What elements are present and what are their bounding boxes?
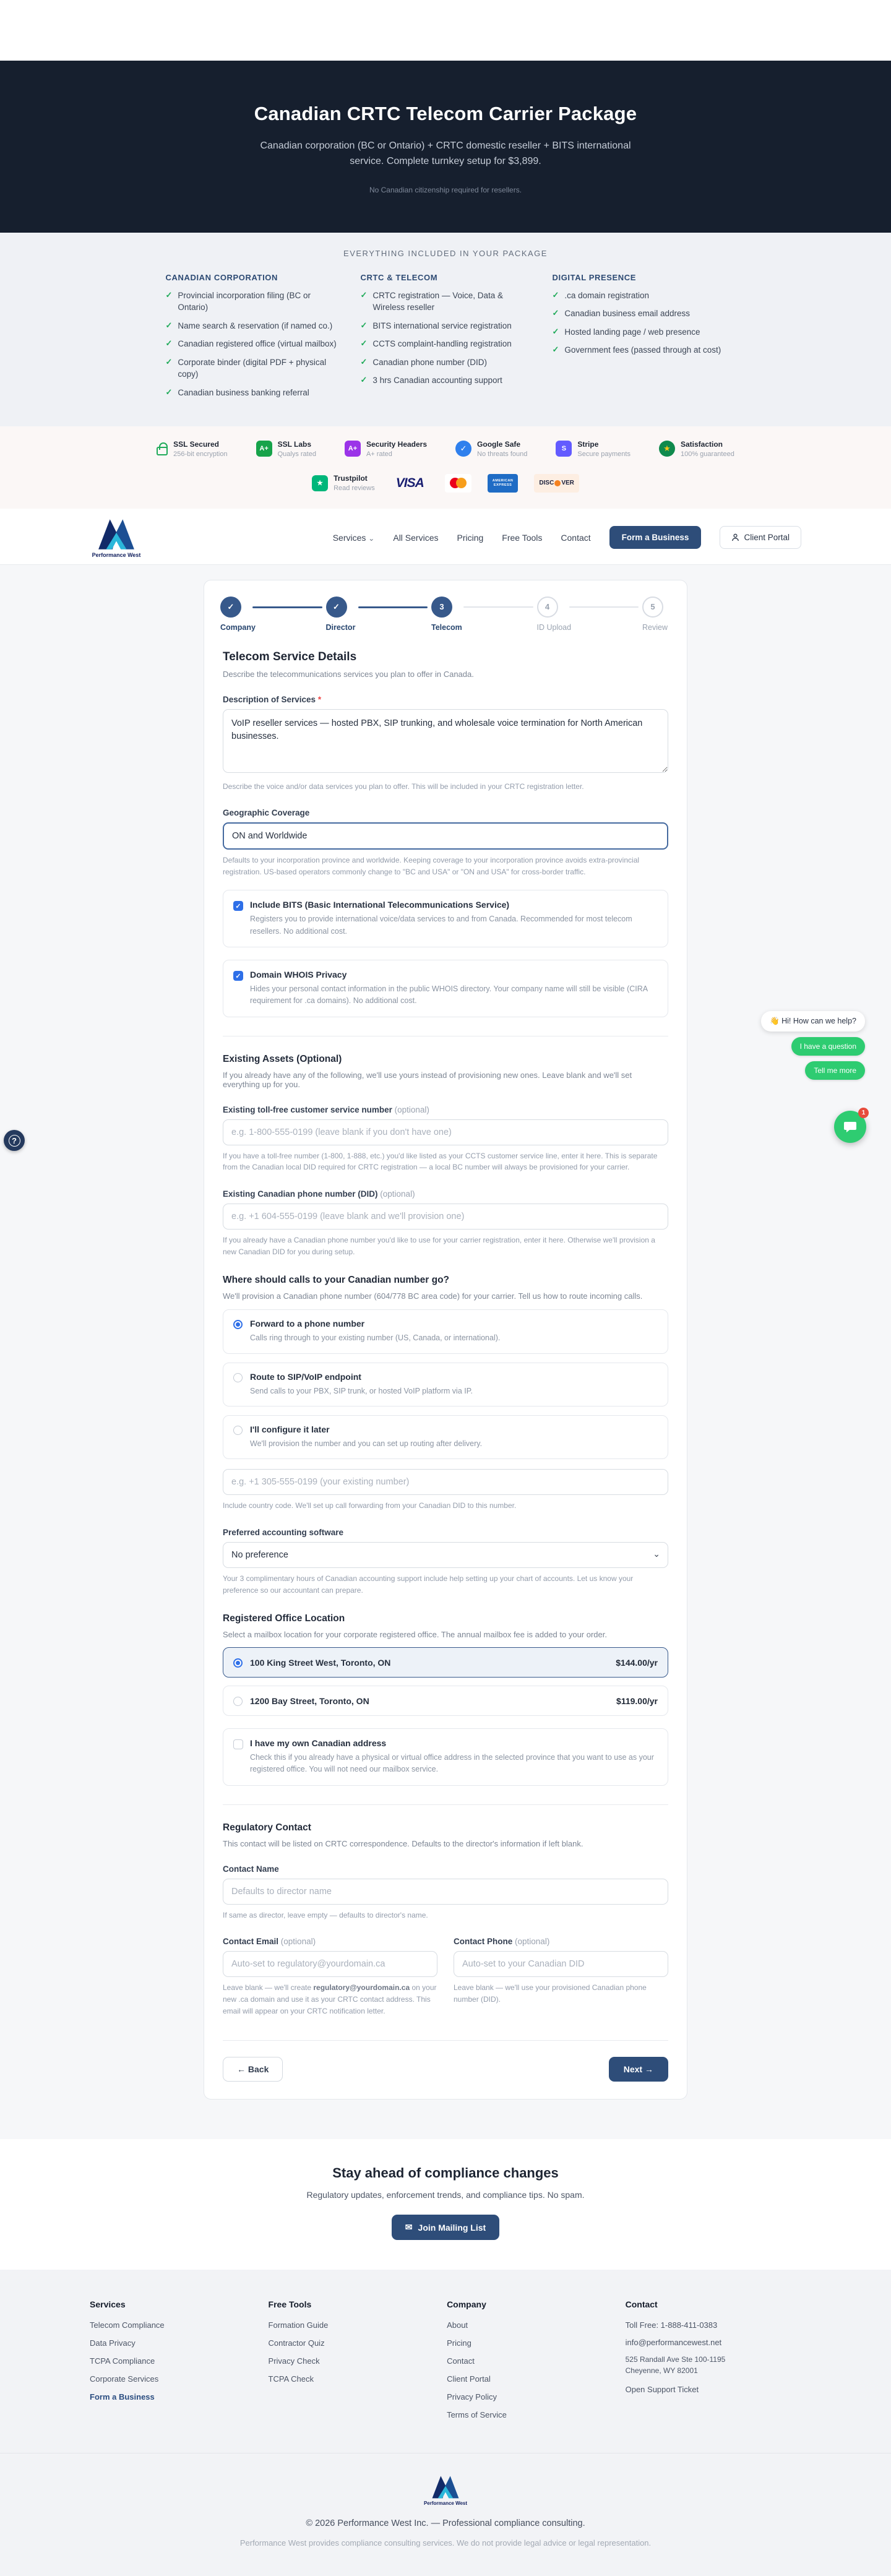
performance-west-logo-icon xyxy=(431,2475,460,2499)
section-divider xyxy=(223,2040,668,2041)
a-plus-icon: A+ xyxy=(345,441,361,457)
contact-name-label: Contact Name xyxy=(223,1864,279,1874)
help-button[interactable] xyxy=(4,1130,25,1151)
footer-column-services: Services Telecom Compliance Data Privacy TCPA Compliance Corporate Services Form a Business xyxy=(90,2299,250,2428)
badge-google-safe: ✓ Google Safe No threats found xyxy=(455,440,527,458)
footer xyxy=(0,2270,891,2576)
trust-section xyxy=(0,426,891,509)
radio-icon[interactable] xyxy=(233,1373,243,1382)
check-icon: ✓ xyxy=(165,387,173,397)
form-a-business-button[interactable]: Form a Business xyxy=(609,526,702,549)
routing-heading: Where should calls to your Canadian number go? xyxy=(223,1275,450,1286)
badge-satisfaction: ★ Satisfaction 100% guaranteed xyxy=(659,440,734,458)
included-item: ✓ Canadian registered office (virtual mailbox) xyxy=(166,338,342,350)
step-check-icon: ✓ xyxy=(326,597,347,618)
office-heading: Registered Office Location xyxy=(223,1613,345,1624)
radio-icon[interactable] xyxy=(233,1697,243,1706)
footer-link[interactable]: Pricing xyxy=(447,2338,471,2348)
contact-email-field: Contact Email (optional) Auto-set to regulatory@yourdomain.ca Leave blank — we'll create regulatory@yourdomain.ca on your new .ca domain and use it as your CRTC contact address. This email will appear on your CRTC notification letter. xyxy=(223,1921,437,2017)
badge-ssl-labs: A+ SSL Labs Qualys rated xyxy=(256,440,316,458)
included-item: ✓ Corporate binder (digital PDF + physical copy) xyxy=(166,356,342,381)
step-number: 4 xyxy=(537,597,558,618)
regulatory-heading: Regulatory Contact xyxy=(223,1822,311,1833)
step-connector xyxy=(252,606,322,608)
stripe-icon: S xyxy=(556,441,572,457)
check-icon: ✓ xyxy=(165,290,173,299)
top-navigation xyxy=(0,509,891,565)
legal-disclaimer: Performance West provides compliance consulting services. We do not provide legal advice or legal representation. xyxy=(239,2538,652,2548)
hero-subtitle: Canadian corporation (BC or Ontario) + CRTC domestic reseller + BITS international service. Complete turnkey setup for $3,899. xyxy=(260,140,631,166)
footer-link-form-a-business[interactable]: Form a Business xyxy=(90,2392,155,2402)
included-item: ✓ Name search & reservation (if named co.) xyxy=(166,320,342,332)
nav-contact[interactable]: Contact xyxy=(561,532,591,543)
footer-email[interactable]: info@performancewest.net xyxy=(625,2338,722,2348)
badge-trustpilot[interactable]: ★ Trustpilot Read reviews xyxy=(312,474,375,492)
tollfree-label: Existing toll-free customer service number (optional) xyxy=(223,1105,429,1114)
badge-stripe: S Stripe Secure payments xyxy=(556,440,631,458)
accounting-select[interactable]: No preference ⌄ xyxy=(223,1542,668,1568)
footer-link[interactable]: Corporate Services xyxy=(90,2374,159,2384)
included-item: ✓ Provincial incorporation filing (BC or Ontario) xyxy=(166,290,342,314)
a-plus-icon: A+ xyxy=(256,441,272,457)
footer-link[interactable]: TCPA Check xyxy=(268,2374,314,2384)
step-connector xyxy=(463,606,533,608)
check-icon: ✓ xyxy=(165,356,173,366)
discover-logo: DISC VER xyxy=(534,474,579,493)
routing-option-forward[interactable]: Forward to a phone number Calls ring through to your existing number (US, Canada, or international). xyxy=(223,1309,668,1353)
checkbox-unchecked-icon[interactable] xyxy=(233,1739,243,1749)
radio-selected-icon[interactable] xyxy=(233,1658,243,1668)
hero-section xyxy=(0,61,891,233)
forward-number-input[interactable] xyxy=(223,1469,668,1495)
step-number: 5 xyxy=(642,597,663,618)
included-heading: EVERYTHING INCLUDED IN YOUR PACKAGE xyxy=(343,248,548,258)
check-icon: ✓ xyxy=(552,290,559,299)
check-circle-icon: ✓ xyxy=(455,441,471,457)
footer-support-ticket-link[interactable]: Open Support Ticket xyxy=(625,2385,699,2395)
office-option-bay-street[interactable]: 1200 Bay Street, Toronto, ON $119.00/yr xyxy=(223,1686,668,1716)
question-icon: ? xyxy=(9,1135,20,1147)
footer-link[interactable]: About xyxy=(447,2320,468,2330)
visa-logo: VISA xyxy=(395,475,424,490)
step-check-icon: ✓ xyxy=(220,597,241,618)
footer-link[interactable]: Data Privacy xyxy=(90,2338,136,2348)
client-portal-button[interactable]: Client Portal xyxy=(720,526,801,549)
chat-widget xyxy=(761,1011,865,1080)
nav-pricing[interactable]: Pricing xyxy=(457,532,484,543)
geo-label: Geographic Coverage xyxy=(223,808,310,818)
trustpilot-star-icon: ★ xyxy=(312,475,328,491)
check-icon: ✓ xyxy=(165,320,173,330)
contact-name-input[interactable] xyxy=(223,1879,668,1905)
step-company[interactable]: ✓ Company xyxy=(220,597,249,632)
footer-phone[interactable]: Toll Free: 1-888-411-0383 xyxy=(625,2320,718,2330)
office-price: $144.00/yr xyxy=(616,1657,658,1668)
step-director[interactable]: ✓ Director xyxy=(326,597,355,632)
brand-logo[interactable]: Performance West xyxy=(90,517,143,558)
footer-link[interactable]: Formation Guide xyxy=(268,2320,329,2330)
step-review[interactable]: 5 Review xyxy=(642,597,671,632)
wizard-card xyxy=(204,580,687,2100)
radio-icon[interactable] xyxy=(233,1426,243,1435)
lock-icon xyxy=(157,447,168,455)
step-connector xyxy=(358,606,428,608)
footer-link[interactable]: TCPA Compliance xyxy=(90,2356,155,2366)
contact-email-input[interactable] xyxy=(223,1951,437,1977)
geo-input[interactable] xyxy=(223,822,668,850)
check-icon: ✓ xyxy=(360,356,368,366)
footer-address-line: Cheyenne, WY 82001 xyxy=(625,2366,698,2376)
hero-note: No Canadian citizenship required for resellers. xyxy=(369,185,522,194)
included-column-digital: DIGITAL PRESENCE ✓ .ca domain registration ✓ Canadian business email address ✓ Hosted landing page / web presence ✓ Government fees (passed through at cost) xyxy=(553,273,726,405)
step-id-upload[interactable]: 4 ID Upload xyxy=(537,597,566,632)
envelope-icon: ✉ xyxy=(405,2222,413,2233)
step-telecom[interactable]: 3 Telecom xyxy=(431,597,460,632)
check-icon: ✓ xyxy=(552,345,559,355)
footer-link[interactable]: Telecom Compliance xyxy=(90,2320,165,2330)
footer-link[interactable]: Privacy Check xyxy=(268,2356,320,2366)
footer-link[interactable]: Privacy Policy xyxy=(447,2392,497,2402)
included-item: ✓ CRTC registration — Voice, Data & Wireless reseller xyxy=(361,290,534,314)
contact-phone-field: Contact Phone (optional) Auto-set to your Canadian DID Leave blank — we'll use your provisioned Canadian phone number (DID). xyxy=(454,1921,668,2017)
star-icon: ★ xyxy=(659,441,675,457)
join-mailing-list-button[interactable]: ✉ Join Mailing List xyxy=(392,2215,499,2240)
chevron-down-icon: ⌄ xyxy=(653,1548,660,1559)
checkbox-checked-icon[interactable]: ✓ xyxy=(233,971,243,981)
chat-tell-me-more-button[interactable]: Tell me more xyxy=(805,1061,865,1080)
page-title: Canadian CRTC Telecom Carrier Package xyxy=(254,103,637,124)
office-option-king-street[interactable]: 100 King Street West, Toronto, ON $144.00/yr xyxy=(223,1647,668,1678)
check-icon: ✓ xyxy=(360,320,368,330)
check-icon: ✓ xyxy=(360,375,368,385)
chat-question-button[interactable]: I have a question xyxy=(791,1037,865,1056)
routing-option-later[interactable]: I'll configure it later We'll provision the number and you can set up routing after delivery. xyxy=(223,1415,668,1459)
footer-link[interactable]: Terms of Service xyxy=(447,2410,507,2420)
footer-column-free-tools: Free Tools Formation Guide Contractor Quiz Privacy Check TCPA Check xyxy=(269,2299,429,2428)
newsletter-heading: Stay ahead of compliance changes xyxy=(332,2165,559,2181)
included-item: ✓ Canadian business email address xyxy=(553,308,726,320)
chat-greeting: 👋 Hi! How can we help? xyxy=(761,1011,865,1032)
telecom-form: Telecom Service Details Describe the telecommunications services you plan to offer in Canada. Description of Services * VoIP reseller services — hosted PBX, SIP trunking, and wholesale voice termination for North American businesses. Describe the voice and/or data services you plan to offer. This will be included in your CRTC registration letter. Geographic Coverage ON and Worldwide Defaults to your incorporation province and worldwide. Keeping coverage to your incorporation province avoids extra-provincial registration. US-based operators commonly change to "BC and USA" or "ON and USA" for cross-border traffic. ✓ Include BITS (Basic International Telecommunications Service) Registers you to provide international voice/data services to and from Canada. Recommended for most telecom resellers. No additional cost. ✓ Domain WHOIS Privacy Hides your personal contact information in the public WHOIS directory. Your company name will still be visible (CIRA requirement for .ca domains). No additional cost. Existing Assets (Optional) If you already have any of the following, we'll use yours instead of provisioning new ones. Leave blank and we'll set everything up for you. Existing toll-free customer service number (optional) e.g. 1-800-555-0199 (leave blank if you don't have one) If you have a toll-free number (1-800, 1-888, etc.) you'd like listed as your CCTS customer service line, enter it here. This is separate from the Canadian local DID required for CRTC registration — a local BC number will always be provisioned for your carrier. Existing Canadian phone number (DID) (optional) e.g. +1 604-555-0199 (leave blank and we'll provision one) If you already have a Canadian phone number you'd like to use for your carrier registration, enter it here. Otherwise we'll provision a new Canadian DID for you during setup. Where should calls to your Canadian number go? We'll provision a Canadian phone number (604/778 BC area code) for your carrier. Tell us how to route incoming calls. Forward to a phone number Calls ring through to your existing number (US, Canada, or international). Route to SIP/VoIP endpoint Send calls to your PBX, SIP trunk, or hosted VoIP platform via IP. I'll configure it later We'll provision the number and you can set up routing after delivery. e.g. +1 305-555-0199 (your existing number) Include country code. We'll set up call forwarding from your Canadian DID to this number. Preferred accounting software No preference ⌄ Your 3 complimentary hours of Canadian accounting support include help setting up your chart of accounts. Let us know your preference so our accountant can prepare. Registered Office Location Select a mailbox location for your corporate registered office. The annual mailbox fee is added to your order. 100 King Street West, Toronto, ON $144.00/yr 1200 Bay Street, Toronto, ON $119.00/yr I have my own Canadian address Check this if you already have a physical or virtual office address in the selected province that you want to use as your registered office. You will not need our mailbox service. Regulatory Contact This contact will be listed on CRTC correspondence. Defaults to the director's information if left blank. Contact Name Defaults to director name If same as director, leave empty — defaults to director's name. Contact Email (optional) Auto-set to regulatory@yourdomain.ca Leave blank — we'll create regulatory@yourdomain.ca on your new .ca domain and use it as your CRTC contact address. This email will appear on your CRTC notification letter. Contact Phone (optional) Auto-set to your Canadian DID Leave blank — we'll use your provisioned Canadian phone number (DID). xyxy=(214,634,677,2041)
newsletter-section: Stay ahead of compliance changes Regulatory updates, enforcement trends, and compliance tips. No spam. ✉ Join Mailing List xyxy=(0,2139,891,2270)
footer-column-contact: Contact Toll Free: 1-888-411-0383 info@performancewest.net 525 Randall Ave Ste 100-1195 Cheyenne, WY 82001 Open Support Ticket xyxy=(626,2299,801,2428)
badge-ssl-secured: SSL Secured 256-bit encryption xyxy=(157,440,227,458)
included-column-telecom: CRTC & TELECOM ✓ CRTC registration — Voice, Data & Wireless reseller ✓ BITS international service registration ✓ CCTS complaint-handling registration ✓ Canadian phone number (DID) ✓ 3 hrs Canadian accounting support xyxy=(361,273,534,405)
contact-phone-input[interactable] xyxy=(454,1951,668,1977)
included-column-corporation: CANADIAN CORPORATION ✓ Provincial incorporation filing (BC or Ontario) ✓ Name search & reservation (if named co.) ✓ Canadian registered office (virtual mailbox) ✓ Corporate binder (digital PDF + physical copy) ✓ Canadian business banking referral xyxy=(166,273,342,405)
description-textarea[interactable] xyxy=(223,709,668,773)
footer-address-line: 525 Randall Ave Ste 100-1195 xyxy=(625,2355,726,2364)
included-section xyxy=(0,233,891,426)
amex-logo: AMERICAN EXPRESS xyxy=(488,474,519,493)
nav-all-services[interactable]: All Services xyxy=(393,532,439,543)
performance-west-logo-icon xyxy=(97,517,136,551)
chat-bubble-icon xyxy=(843,1119,858,1134)
next-button[interactable]: Next → xyxy=(609,2057,668,2082)
included-item: ✓ Hosted landing page / web presence xyxy=(553,326,726,338)
routing-option-sip[interactable]: Route to SIP/VoIP endpoint Send calls to your PBX, SIP trunk, or hosted VoIP platform via IP. xyxy=(223,1363,668,1406)
checkbox-checked-icon[interactable]: ✓ xyxy=(233,901,243,911)
copyright: © 2026 Performance West Inc. — Professional compliance consulting. xyxy=(306,2518,585,2529)
included-item: ✓ CCTS complaint-handling registration xyxy=(361,338,534,350)
chevron-down-icon: ⌄ xyxy=(368,533,375,543)
check-icon: ✓ xyxy=(552,326,559,336)
bits-checkbox-card[interactable]: ✓ Include BITS (Basic International Telecommunications Service) Registers you to provide international voice/data services to and from Canada. Recommended for most telecom resellers. No additional cost. xyxy=(223,890,668,947)
step-connector xyxy=(569,606,639,608)
main-content xyxy=(0,565,891,2140)
check-icon: ✓ xyxy=(552,308,559,318)
included-item: ✓ Canadian phone number (DID) xyxy=(361,356,534,369)
assets-heading: Existing Assets (Optional) xyxy=(223,1053,342,1064)
included-item: ✓ .ca domain registration xyxy=(553,290,726,302)
person-icon xyxy=(731,533,739,541)
check-icon: ✓ xyxy=(165,338,173,348)
nav-free-tools[interactable]: Free Tools xyxy=(502,532,543,543)
did-input[interactable] xyxy=(223,1204,668,1230)
wave-icon: 👋 xyxy=(770,1017,780,1025)
badge-security-headers: A+ Security Headers A+ rated xyxy=(345,440,427,458)
footer-link[interactable]: Client Portal xyxy=(447,2374,491,2384)
description-label: Description of Services * xyxy=(223,694,322,704)
tollfree-input[interactable] xyxy=(223,1119,668,1145)
chat-notification-badge: 1 xyxy=(858,1108,869,1118)
footer-logo: Performance West xyxy=(424,2475,467,2506)
nav-services[interactable]: Services ⌄ xyxy=(332,532,375,543)
section-divider xyxy=(223,1804,668,1805)
included-item: ✓ 3 hrs Canadian accounting support xyxy=(361,374,534,387)
whois-checkbox-card[interactable]: ✓ Domain WHOIS Privacy Hides your personal contact information in the public WHOIS directory. Your company name will still be visible (CIRA requirement for .ca domains). No additional cost. xyxy=(223,960,668,1017)
back-button[interactable]: ← Back xyxy=(223,2057,283,2082)
next-arrow-icon: → xyxy=(645,2064,653,2075)
mastercard-logo xyxy=(445,474,471,493)
footer-link[interactable]: Contact xyxy=(447,2356,475,2366)
check-icon: ✓ xyxy=(360,290,368,299)
check-icon: ✓ xyxy=(360,338,368,348)
included-item: ✓ BITS international service registration xyxy=(361,320,534,332)
discover-dot-icon xyxy=(554,480,561,486)
own-address-checkbox-card[interactable]: I have my own Canadian address Check this if you already have a physical or virtual office address in the selected province that you want to use as your registered office. You will not need our mailbox service. xyxy=(223,1728,668,1786)
stepper xyxy=(214,592,677,634)
included-item: ✓ Government fees (passed through at cost) xyxy=(553,344,726,356)
radio-selected-icon[interactable] xyxy=(233,1320,243,1329)
accounting-label: Preferred accounting software xyxy=(223,1527,344,1537)
did-label: Existing Canadian phone number (DID) (optional) xyxy=(223,1189,415,1199)
office-price: $119.00/yr xyxy=(616,1695,658,1706)
form-heading: Telecom Service Details xyxy=(223,650,357,663)
back-arrow-icon: ← xyxy=(237,2064,246,2075)
footer-link[interactable]: Contractor Quiz xyxy=(268,2338,325,2348)
footer-column-company: Company About Pricing Contact Client Portal Privacy Policy Terms of Service xyxy=(447,2299,607,2428)
step-number: 3 xyxy=(431,597,452,618)
included-item: ✓ Canadian business banking referral xyxy=(166,387,342,399)
